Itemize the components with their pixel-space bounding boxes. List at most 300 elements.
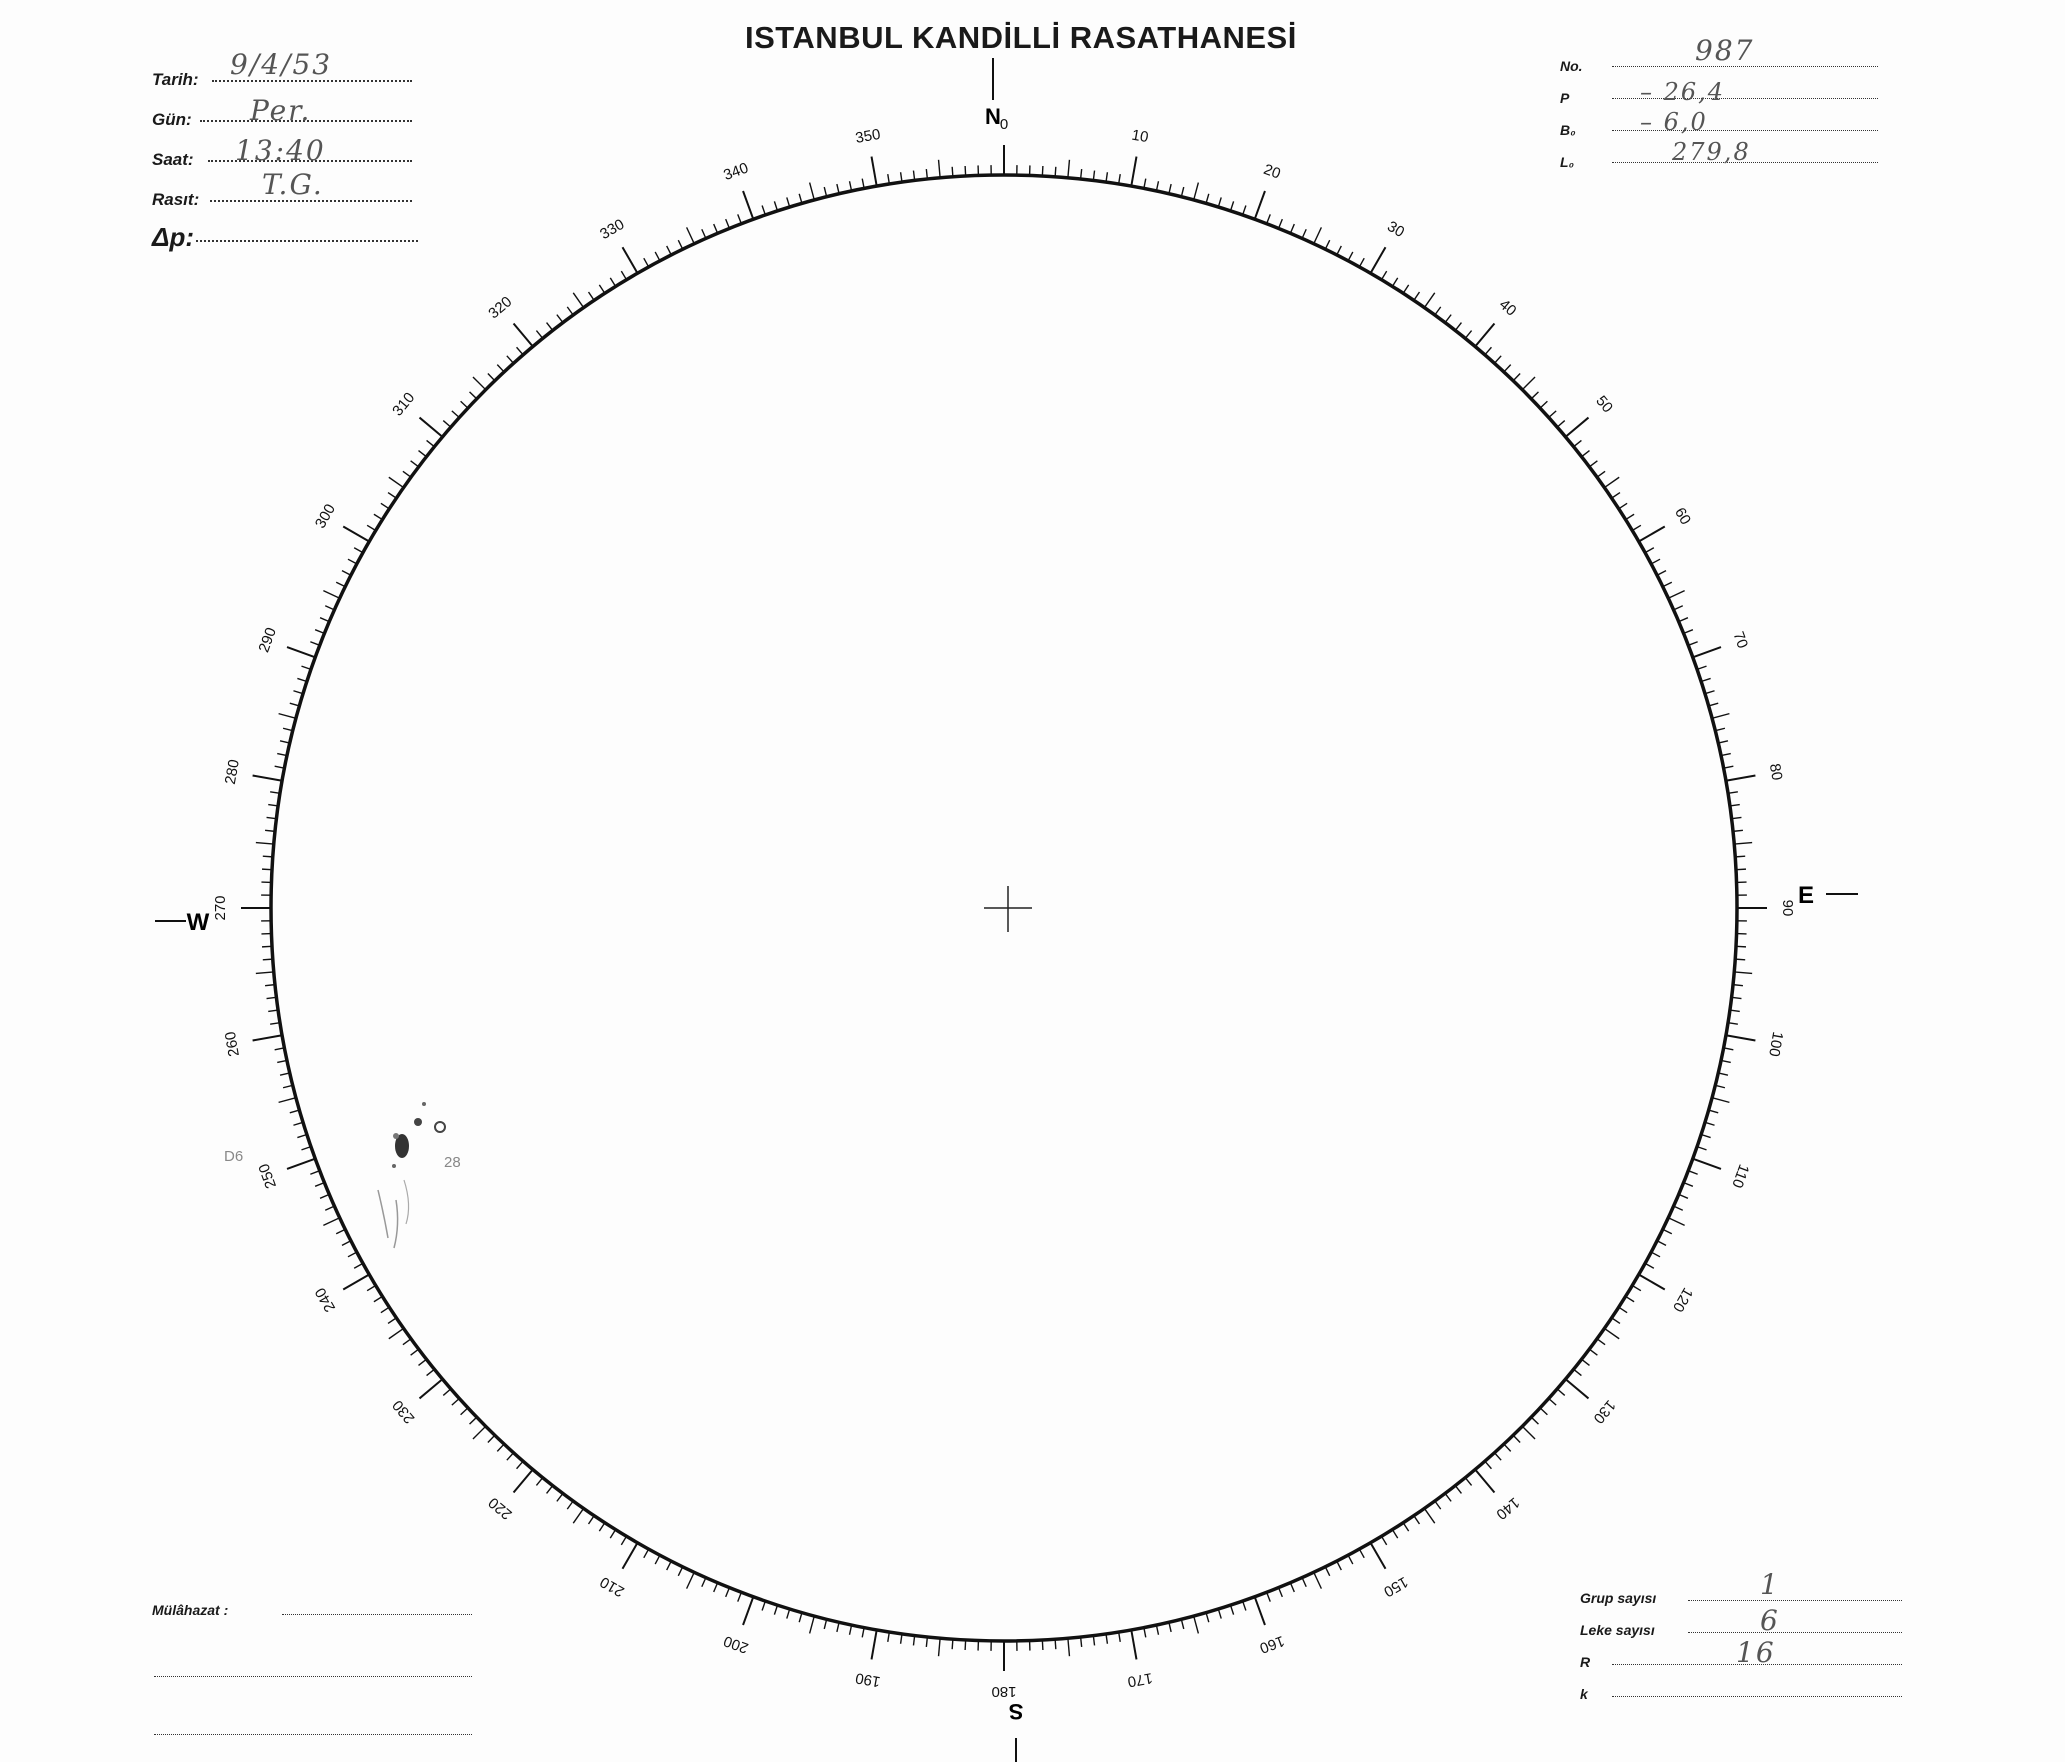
tick-240 — [343, 1275, 369, 1290]
tick-211 — [621, 1536, 626, 1545]
tick-286 — [290, 703, 300, 706]
tick-148 — [1392, 1530, 1397, 1538]
tick-139 — [1485, 1461, 1492, 1469]
tick-330 — [623, 247, 638, 273]
tick-295 — [323, 591, 339, 599]
tick-143 — [1445, 1493, 1451, 1501]
tick-292 — [315, 630, 324, 634]
tick-25 — [1314, 227, 1322, 243]
tick-169 — [1144, 1628, 1146, 1638]
degree-label-300: 300 — [311, 501, 340, 532]
tick-300 — [343, 527, 369, 542]
tick-46 — [1531, 392, 1538, 399]
tick-236 — [388, 1318, 396, 1324]
tick-130 — [1566, 1379, 1589, 1398]
tick-131 — [1557, 1389, 1565, 1396]
tick-60 — [1639, 527, 1665, 542]
tick-290 — [287, 647, 315, 657]
date-value: 9/4/53 — [230, 48, 333, 81]
tick-328 — [610, 278, 615, 286]
tick-324 — [567, 307, 573, 315]
tick-155 — [1314, 1572, 1322, 1588]
degree-label-90: 90 — [1779, 899, 1797, 917]
date-label: Tarih: — [152, 70, 199, 89]
tick-288 — [297, 678, 307, 681]
degree-label-220: 220 — [485, 1493, 516, 1523]
tick-93 — [1736, 946, 1746, 947]
tick-341 — [762, 205, 765, 214]
tick-80 — [1726, 776, 1756, 781]
tick-235 — [389, 1328, 404, 1338]
tick-343 — [787, 197, 790, 207]
tick-294 — [325, 606, 334, 610]
l0-value: 279,8 — [1672, 138, 1751, 166]
tick-219 — [536, 1478, 542, 1486]
degree-label-260: 260 — [221, 1030, 243, 1058]
tick-245 — [323, 1218, 339, 1226]
tick-313 — [461, 401, 468, 408]
delta-p-label: Δp: — [152, 222, 194, 252]
b0-value: – 6,0 — [1640, 108, 1708, 136]
number-label: No. — [1560, 58, 1583, 74]
tick-47 — [1540, 401, 1547, 408]
tick-230 — [420, 1379, 443, 1398]
tick-43 — [1504, 365, 1511, 372]
tick-206 — [678, 1567, 682, 1576]
tick-19 — [1243, 205, 1246, 214]
tick-311 — [443, 421, 451, 428]
tick-23 — [1290, 224, 1294, 233]
tick-301 — [367, 525, 376, 530]
tick-162 — [1231, 1605, 1234, 1615]
tick-233 — [411, 1349, 419, 1355]
tick-10 — [1131, 157, 1136, 187]
tick-15 — [1194, 183, 1199, 200]
tick-117 — [1657, 1241, 1666, 1246]
degree-label-60: 60 — [1671, 504, 1695, 528]
tick-159 — [1267, 1592, 1271, 1601]
tick-350 — [872, 157, 877, 187]
tick-214 — [589, 1516, 595, 1524]
tick-316 — [488, 374, 495, 381]
sunspot-small-3 — [422, 1102, 426, 1106]
tick-149 — [1382, 1536, 1387, 1545]
tick-317 — [497, 365, 504, 372]
tick-58 — [1626, 514, 1634, 519]
tick-212 — [610, 1530, 615, 1538]
sunspot-small-2 — [414, 1118, 422, 1126]
tick-296 — [336, 582, 345, 586]
tick-298 — [348, 559, 357, 564]
tick-30 — [1371, 247, 1386, 273]
degree-label-140: 140 — [1492, 1493, 1523, 1523]
degree-label-70: 70 — [1729, 629, 1752, 651]
degree-label-110: 110 — [1728, 1161, 1753, 1191]
tick-114 — [1674, 1206, 1683, 1210]
tick-68 — [1684, 630, 1693, 634]
tick-71 — [1697, 666, 1706, 669]
tick-116 — [1663, 1229, 1672, 1233]
tick-120 — [1639, 1275, 1665, 1290]
tick-100 — [1726, 1035, 1756, 1040]
tick-34 — [1414, 292, 1420, 300]
tick-275 — [256, 843, 274, 845]
tick-332 — [655, 252, 660, 261]
degree-label-200: 200 — [721, 1632, 751, 1657]
tick-356 — [952, 167, 953, 177]
time-value: 13:40 — [235, 134, 326, 167]
tick-127 — [1589, 1349, 1597, 1355]
facula-stroke-2 — [394, 1200, 398, 1248]
k-label: k — [1580, 1686, 1588, 1702]
tick-289 — [301, 666, 310, 669]
tick-196 — [799, 1613, 802, 1623]
degree-label-340: 340 — [721, 159, 751, 184]
tick-254 — [290, 1110, 300, 1113]
tick-239 — [367, 1286, 376, 1291]
tick-49 — [1557, 421, 1565, 428]
tick-45 — [1522, 377, 1535, 390]
tick-74 — [1709, 703, 1719, 706]
tick-22 — [1279, 219, 1283, 228]
degree-label-160: 160 — [1257, 1632, 1287, 1657]
tick-238 — [374, 1296, 382, 1301]
tick-136 — [1513, 1435, 1520, 1442]
tick-31 — [1382, 271, 1387, 280]
tick-107 — [1705, 1122, 1715, 1125]
tick-59 — [1632, 525, 1641, 530]
tick-57 — [1619, 503, 1627, 508]
tick-110 — [1693, 1159, 1721, 1169]
tick-133 — [1540, 1408, 1547, 1415]
tick-215 — [573, 1508, 583, 1523]
tick-252 — [297, 1135, 307, 1138]
tick-342 — [774, 201, 777, 211]
sunspot-small-4 — [392, 1164, 396, 1168]
tick-56 — [1612, 493, 1620, 499]
tick-326 — [589, 292, 595, 300]
tick-55 — [1604, 477, 1619, 487]
tick-204 — [702, 1578, 706, 1587]
tick-237 — [381, 1307, 389, 1312]
tick-267 — [262, 946, 272, 947]
tick-302 — [374, 514, 382, 519]
tick-165 — [1194, 1616, 1199, 1633]
south-label: S — [1008, 1699, 1024, 1724]
degree-label-100: 100 — [1765, 1030, 1787, 1058]
tick-70 — [1693, 647, 1721, 657]
tick-5 — [1068, 160, 1070, 178]
tick-205 — [687, 1572, 695, 1588]
tick-11 — [1144, 179, 1146, 189]
tick-64 — [1663, 582, 1672, 586]
tick-109 — [1697, 1147, 1706, 1150]
tick-20 — [1255, 191, 1265, 219]
tick-134 — [1531, 1417, 1538, 1424]
tick-184 — [952, 1639, 953, 1649]
degree-label-30: 30 — [1384, 217, 1408, 241]
degree-label-130: 130 — [1589, 1396, 1619, 1427]
tick-86 — [1735, 856, 1745, 857]
tick-16 — [1206, 194, 1209, 204]
tick-260 — [253, 1035, 283, 1040]
p-value: – 26,4 — [1640, 78, 1726, 106]
sunspot-follower — [435, 1122, 445, 1132]
tick-232 — [419, 1359, 427, 1365]
tick-138 — [1494, 1453, 1501, 1460]
tick-85 — [1734, 843, 1752, 845]
tick-297 — [342, 571, 351, 576]
tick-246 — [325, 1206, 334, 1210]
tick-32 — [1392, 278, 1397, 286]
degree-label-270: 270 — [211, 895, 229, 921]
tick-145 — [1424, 1508, 1434, 1523]
tick-63 — [1657, 571, 1666, 576]
tick-160 — [1255, 1597, 1265, 1625]
tick-318 — [507, 356, 514, 363]
tick-140 — [1475, 1470, 1494, 1493]
tick-338 — [726, 219, 730, 228]
tick-150 — [1371, 1543, 1386, 1569]
tick-216 — [567, 1501, 573, 1509]
tick-224 — [488, 1435, 495, 1442]
degree-label-170: 170 — [1126, 1669, 1154, 1691]
degree-label-250: 250 — [255, 1161, 280, 1191]
time-label: Saat: — [152, 150, 194, 169]
tick-95 — [1734, 972, 1752, 974]
tick-309 — [427, 440, 435, 446]
tick-190 — [872, 1630, 877, 1660]
tick-207 — [667, 1561, 672, 1570]
tick-183 — [965, 1640, 966, 1650]
degree-label-280: 280 — [221, 758, 243, 786]
tick-142 — [1455, 1486, 1461, 1494]
tick-331 — [644, 258, 649, 267]
degree-label-350: 350 — [854, 125, 882, 147]
group-number-annotation: 28 — [444, 1154, 461, 1171]
tick-203 — [714, 1583, 718, 1592]
tick-349 — [862, 179, 864, 189]
tick-4 — [1055, 167, 1056, 177]
tick-305 — [389, 477, 404, 487]
north-label: N — [985, 104, 1001, 129]
sunspot-small-1 — [393, 1133, 399, 1139]
tick-334 — [678, 240, 682, 249]
tick-108 — [1701, 1135, 1711, 1138]
tick-137 — [1504, 1444, 1511, 1451]
tick-227 — [461, 1408, 468, 1415]
tick-307 — [411, 461, 419, 467]
tick-223 — [497, 1444, 504, 1451]
tick-67 — [1679, 618, 1688, 622]
tick-315 — [473, 377, 486, 390]
tick-35 — [1424, 293, 1434, 308]
observer-label: Rasıt: — [152, 190, 200, 209]
day-label: Gün: — [152, 110, 192, 129]
tick-285 — [279, 714, 296, 719]
tick-259 — [275, 1048, 285, 1050]
tick-65 — [1668, 591, 1684, 599]
tick-241 — [354, 1263, 363, 1268]
tick-53 — [1589, 461, 1597, 467]
tick-135 — [1522, 1426, 1535, 1439]
east-label: E — [1797, 882, 1815, 909]
tick-62 — [1651, 559, 1660, 564]
tick-105 — [1712, 1098, 1729, 1103]
tick-198 — [774, 1605, 777, 1615]
tick-177 — [1042, 1640, 1043, 1650]
tick-217 — [557, 1493, 563, 1501]
tick-72 — [1701, 678, 1711, 681]
tick-255 — [279, 1098, 296, 1103]
tick-51 — [1574, 440, 1582, 446]
tick-113 — [1679, 1194, 1688, 1198]
r-value: 16 — [1736, 1636, 1776, 1669]
tick-291 — [310, 642, 319, 646]
tick-94 — [1735, 959, 1745, 960]
tick-287 — [293, 691, 303, 694]
tick-54 — [1597, 471, 1605, 477]
tick-319 — [517, 347, 524, 355]
tick-122 — [1626, 1296, 1634, 1301]
tick-231 — [427, 1369, 435, 1375]
tick-200 — [743, 1597, 753, 1625]
tick-158 — [1279, 1588, 1283, 1597]
remarks-label: Mülâhazat : — [152, 1602, 229, 1618]
degree-label-230: 230 — [389, 1396, 419, 1427]
tick-185 — [939, 1638, 941, 1656]
tick-119 — [1645, 1263, 1654, 1268]
tick-161 — [1243, 1601, 1246, 1610]
tick-118 — [1651, 1252, 1660, 1257]
tick-79 — [1724, 766, 1734, 768]
p-label: P — [1560, 90, 1570, 106]
tick-125 — [1604, 1328, 1619, 1338]
tick-153 — [1337, 1561, 1342, 1570]
tick-336 — [702, 229, 706, 238]
tick-325 — [573, 293, 583, 308]
tick-228 — [452, 1398, 459, 1405]
tick-265 — [256, 972, 274, 974]
observer-value: T.G. — [262, 168, 324, 201]
tick-128 — [1582, 1359, 1590, 1365]
tick-333 — [667, 246, 672, 255]
tick-335 — [687, 227, 695, 243]
degree-label-10: 10 — [1130, 126, 1150, 147]
tick-197 — [787, 1609, 790, 1619]
tick-327 — [599, 285, 604, 293]
tick-73 — [1705, 691, 1715, 694]
group-count-value: 1 — [1760, 1568, 1780, 1601]
tick-141 — [1465, 1478, 1471, 1486]
tick-229 — [443, 1389, 451, 1396]
tick-201 — [738, 1592, 742, 1601]
tick-191 — [862, 1628, 864, 1638]
tick-322 — [547, 323, 553, 331]
tick-132 — [1549, 1398, 1556, 1405]
degree-label-330: 330 — [597, 215, 628, 244]
number-value: 987 — [1695, 34, 1755, 67]
group-type-annotation: D6 — [224, 1148, 244, 1165]
tick-320 — [514, 324, 533, 347]
degree-label-120: 120 — [1668, 1284, 1697, 1315]
tick-357 — [965, 166, 966, 176]
tick-220 — [514, 1470, 533, 1493]
tick-280 — [253, 776, 283, 781]
degree-label-240: 240 — [311, 1284, 340, 1315]
tick-39 — [1465, 331, 1471, 339]
degree-label-320: 320 — [485, 293, 516, 323]
tick-312 — [452, 411, 459, 418]
tick-152 — [1348, 1555, 1353, 1564]
tick-101 — [1724, 1048, 1734, 1050]
tick-310 — [420, 418, 443, 437]
degree-label-310: 310 — [389, 389, 419, 420]
tick-208 — [655, 1555, 660, 1564]
tick-3 — [1042, 166, 1043, 176]
tick-274 — [263, 856, 273, 857]
tick-156 — [1302, 1578, 1306, 1587]
facula-stroke-1 — [378, 1190, 388, 1238]
tick-48 — [1549, 411, 1556, 418]
group-count-label: Grup sayısı — [1580, 1590, 1657, 1606]
tick-29 — [1359, 258, 1364, 267]
tick-293 — [320, 618, 329, 622]
tick-69 — [1688, 642, 1697, 646]
tick-115 — [1668, 1218, 1684, 1226]
tick-221 — [517, 1461, 524, 1469]
tick-44 — [1513, 374, 1520, 381]
tick-151 — [1359, 1549, 1364, 1558]
tick-121 — [1632, 1286, 1641, 1291]
degree-label-80: 80 — [1765, 762, 1786, 782]
tick-337 — [714, 224, 718, 233]
tick-344 — [799, 194, 802, 204]
tick-247 — [320, 1194, 329, 1198]
day-value: Per. — [250, 94, 312, 127]
tick-124 — [1612, 1318, 1620, 1324]
tick-218 — [547, 1486, 553, 1494]
tick-281 — [275, 766, 285, 768]
tick-144 — [1435, 1501, 1441, 1509]
tick-321 — [536, 331, 542, 339]
tick-176 — [1055, 1639, 1056, 1649]
tick-42 — [1494, 356, 1501, 363]
tick-24 — [1302, 229, 1306, 238]
tick-61 — [1645, 548, 1654, 553]
tick-213 — [599, 1523, 604, 1531]
tick-175 — [1068, 1638, 1070, 1656]
tick-303 — [381, 503, 389, 508]
tick-154 — [1325, 1567, 1329, 1576]
tick-36 — [1435, 307, 1441, 315]
tick-106 — [1709, 1110, 1719, 1113]
tick-123 — [1619, 1307, 1627, 1312]
tick-299 — [354, 548, 363, 553]
tick-52 — [1582, 451, 1590, 457]
tick-147 — [1403, 1523, 1408, 1531]
tick-234 — [403, 1339, 411, 1345]
tick-273 — [262, 869, 272, 870]
tick-202 — [726, 1588, 730, 1597]
tick-244 — [336, 1229, 345, 1233]
tick-17 — [1218, 197, 1221, 207]
tick-129 — [1574, 1369, 1582, 1375]
tick-242 — [348, 1252, 357, 1257]
degree-label-290: 290 — [255, 625, 280, 655]
degree-label-190: 190 — [854, 1669, 882, 1691]
tick-40 — [1475, 324, 1494, 347]
